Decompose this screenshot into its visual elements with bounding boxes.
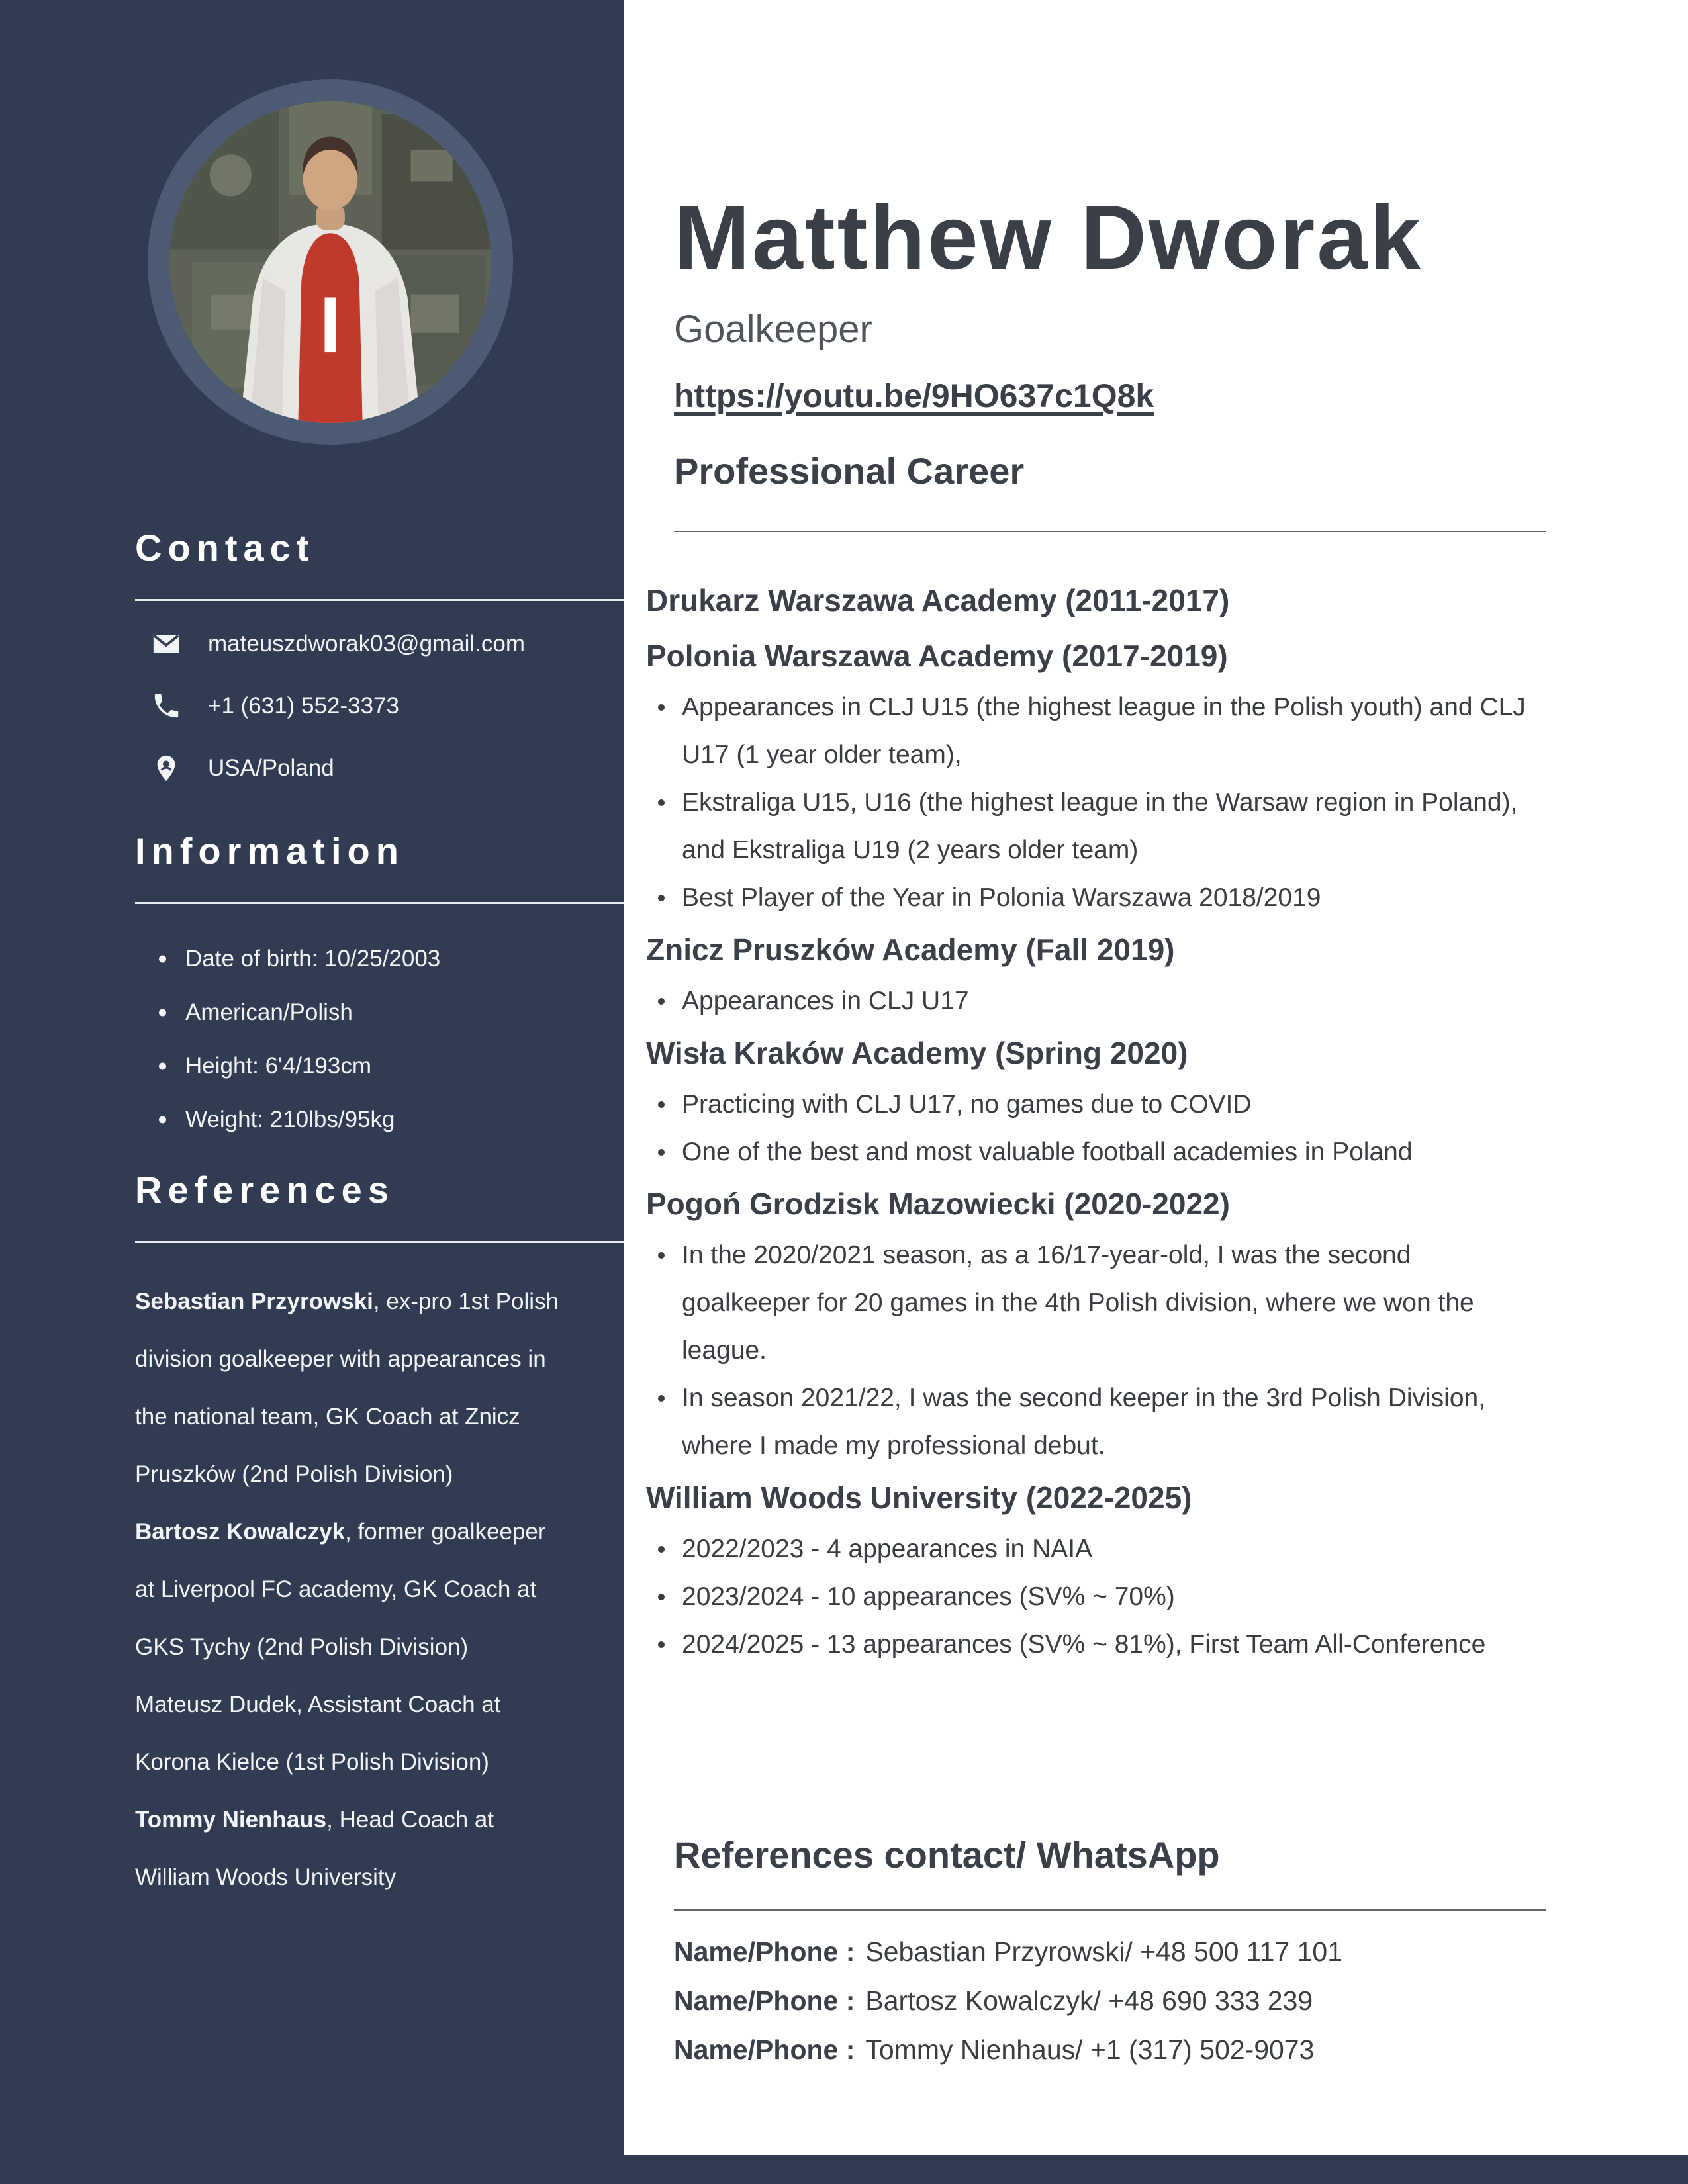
role-subtitle: Goalkeeper xyxy=(674,308,872,351)
career-heading-polonia: Polonia Warszawa Academy (2017-2019) xyxy=(646,639,1228,673)
career-bullet-list xyxy=(646,978,1546,1025)
references-heading: References xyxy=(135,1169,395,1210)
reference-detail: , former goalkeeper at Liverpool FC academy, GK Coach at GKS Tychy (2nd Polish Division) xyxy=(135,1519,546,1660)
references-contact-rows xyxy=(674,1927,1546,2074)
career-heading-pogon: Pogoń Grodzisk Mazowiecki (2020-2022) xyxy=(646,1187,1230,1221)
info-item-height: Height: 6'4/193cm xyxy=(155,1039,624,1093)
avatar-ring xyxy=(148,79,513,445)
information-heading: Information xyxy=(135,830,404,872)
reference-contact-value: Tommy Nienhaus/ +1 (317) 502-9073 xyxy=(865,2034,1315,2065)
contact-row-location xyxy=(151,753,624,784)
contact-row-phone xyxy=(151,691,624,721)
profile-photo xyxy=(169,101,491,423)
highlight-video-link[interactable]: https://youtu.be/9HO637c1Q8k xyxy=(674,377,1154,414)
references-contact-section xyxy=(674,1833,1546,2074)
sidebar xyxy=(0,0,624,2184)
page-title: Matthew Dworak xyxy=(674,187,1423,289)
contact-divider xyxy=(135,599,624,601)
career-bullet-list xyxy=(646,1081,1546,1176)
reference-detail: Mateusz Dudek, Assistant Coach at Korona Kielce (1st Polish Division) xyxy=(135,1692,501,1775)
info-item-dob: Date of birth: 10/25/2003 xyxy=(155,932,624,985)
information-list xyxy=(135,932,624,1146)
reference-entry xyxy=(135,1676,571,1791)
career-heading-drukarz: Drukarz Warszawa Academy (2011-2017) xyxy=(646,583,1230,617)
reference-entry xyxy=(135,1273,571,1503)
contact-list xyxy=(135,629,624,784)
main-content xyxy=(624,0,1688,2184)
career-bullet: 2022/2023 - 4 appearances in NAIA xyxy=(646,1525,1546,1573)
information-section xyxy=(0,829,624,1146)
reference-name: Bartosz Kowalczyk xyxy=(135,1519,346,1545)
reference-name: Sebastian Przyrowski xyxy=(135,1289,373,1314)
reference-name: Tommy Nienhaus xyxy=(135,1807,327,1833)
references-contact-title: References contact/ WhatsApp xyxy=(674,1834,1220,1876)
reference-entry xyxy=(135,1791,571,1906)
email-icon xyxy=(151,629,181,659)
profile-photo-illustration xyxy=(169,101,491,423)
career-bullet: Practicing with CLJ U17, no games due to COVID xyxy=(646,1081,1546,1128)
contact-heading: Contact xyxy=(135,527,315,569)
references-contact-divider xyxy=(674,1909,1546,1911)
reference-contact-value: Sebastian Przyrowski/ +48 500 117 101 xyxy=(865,1936,1342,1967)
career-heading-znicz: Znicz Pruszków Academy (Fall 2019) xyxy=(646,933,1175,967)
references-section xyxy=(0,1168,624,1906)
career-bullet: Appearances in CLJ U15 (the highest league in the Polish youth) and CLJ U17 (1 year older team), xyxy=(646,684,1546,779)
career-heading-william-woods: William Woods University (2022-2025) xyxy=(646,1480,1192,1515)
reference-entry xyxy=(135,1503,571,1676)
career-heading-wisla: Wisła Kraków Academy (Spring 2020) xyxy=(646,1036,1188,1070)
reference-detail: , ex-pro 1st Polish division goalkeeper with appearances in the national team, GK Coach at Znicz Pruszków (2nd Polish Division) xyxy=(135,1289,559,1487)
career-bullet: In season 2021/22, I was the second keeper in the 3rd Polish Division, where I made my professional debut. xyxy=(646,1375,1546,1470)
career-bullet-list xyxy=(646,1525,1546,1668)
reference-contact-label: Name/Phone : xyxy=(674,1936,855,1967)
career-bullet-list xyxy=(646,684,1546,922)
info-item-nationality: American/Polish xyxy=(155,985,624,1039)
contact-email: mateuszdworak03@gmail.com xyxy=(208,631,526,657)
career-bullet: Appearances in CLJ U17 xyxy=(646,978,1546,1025)
reference-contact-row xyxy=(674,1927,1546,1976)
contact-phone: +1 (631) 552-3373 xyxy=(208,693,399,719)
reference-contact-label: Name/Phone : xyxy=(674,2034,855,2065)
info-item-weight: Weight: 210lbs/95kg xyxy=(155,1093,624,1146)
career-bullet: In the 2020/2021 season, as a 16/17-year-old, I was the second goalkeeper for 20 games in the 4th Polish division, where we won the league. xyxy=(646,1232,1546,1375)
career-bullet-list xyxy=(646,1232,1546,1470)
contact-location: USA/Poland xyxy=(208,755,334,781)
reference-detail: , Head Coach at William Woods University xyxy=(135,1807,494,1890)
career-divider xyxy=(674,531,1546,532)
reference-contact-row xyxy=(674,2025,1546,2074)
career-bullet: Ekstraliga U15, U16 (the highest league in the Warsaw region in Poland), and Ekstraliga U19 (2 years older team) xyxy=(646,779,1546,874)
reference-contact-value: Bartosz Kowalczyk/ +48 690 333 239 xyxy=(865,1985,1313,2016)
footer-bar xyxy=(0,2155,1688,2184)
contact-section xyxy=(0,526,624,784)
career-bullet: One of the best and most valuable football academies in Poland xyxy=(646,1128,1546,1176)
contact-row-email xyxy=(151,629,624,659)
reference-contact-label: Name/Phone : xyxy=(674,1985,855,2016)
reference-contact-row xyxy=(674,1976,1546,2025)
references-divider xyxy=(135,1241,624,1243)
references-list xyxy=(135,1273,624,1906)
career-bullet: Best Player of the Year in Polonia Warszawa 2018/2019 xyxy=(646,874,1546,922)
career-section-title: Professional Career xyxy=(674,450,1025,492)
location-icon xyxy=(151,753,181,784)
phone-icon xyxy=(151,691,181,721)
career-bullet: 2023/2024 - 10 appearances (SV% ~ 70%) xyxy=(646,1573,1546,1621)
career-bullet: 2024/2025 - 13 appearances (SV% ~ 81%), First Team All-Conference xyxy=(646,1621,1546,1668)
information-divider xyxy=(135,902,624,904)
career-sections xyxy=(646,572,1546,1668)
